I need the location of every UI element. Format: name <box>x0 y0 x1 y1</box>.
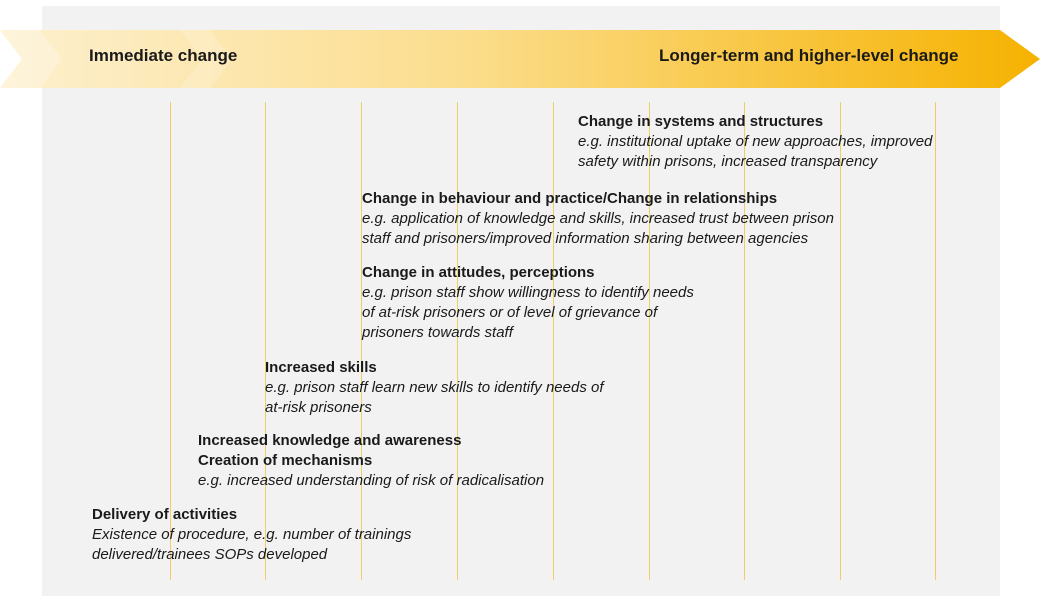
block-heading: Delivery of activities <box>92 506 238 523</box>
block-behaviour <box>362 189 834 249</box>
block-example: staff and prisoners/improved information sharing between agencies <box>362 230 809 247</box>
block-example: delivered/trainees SOPs developed <box>92 546 328 563</box>
block-example: safety within prisons, increased transparency <box>578 153 878 170</box>
guide-line <box>744 102 745 580</box>
block-heading: Change in behaviour and practice/Change in relationships <box>362 190 778 207</box>
block-knowledge <box>198 431 544 491</box>
longer-term-change-label: Longer-term and higher-level change <box>659 46 959 65</box>
block-example: prisoners towards staff <box>362 324 513 341</box>
block-example: e.g. increased understanding of risk of radicalisation <box>198 472 545 489</box>
block-heading: Increased skills <box>265 359 377 376</box>
block-heading: Creation of mechanisms <box>198 452 373 469</box>
block-heading: Change in attitudes, perceptions <box>362 264 595 281</box>
block-attitudes <box>362 263 694 343</box>
block-skills <box>265 358 604 418</box>
block-example: e.g. institutional uptake of new approaches, improved <box>578 133 933 150</box>
block-example: Existence of procedure, e.g. number of trainings <box>92 526 412 543</box>
block-heading: Change in systems and structures <box>578 113 824 130</box>
block-systems <box>578 112 932 172</box>
block-example: at-risk prisoners <box>265 399 372 416</box>
block-example: e.g. prison staff learn new skills to identify needs of <box>265 379 604 396</box>
block-example: e.g. application of knowledge and skills, increased trust between prison <box>362 210 834 227</box>
block-example: e.g. prison staff show willingness to identify needs <box>362 284 694 301</box>
guide-line <box>840 102 841 580</box>
block-delivery <box>92 505 411 565</box>
block-example: of at-risk prisoners or of level of grievance of <box>362 304 658 321</box>
immediate-change-label: Immediate change <box>89 46 238 65</box>
block-heading: Increased knowledge and awareness <box>198 432 462 449</box>
guide-line <box>935 102 936 580</box>
